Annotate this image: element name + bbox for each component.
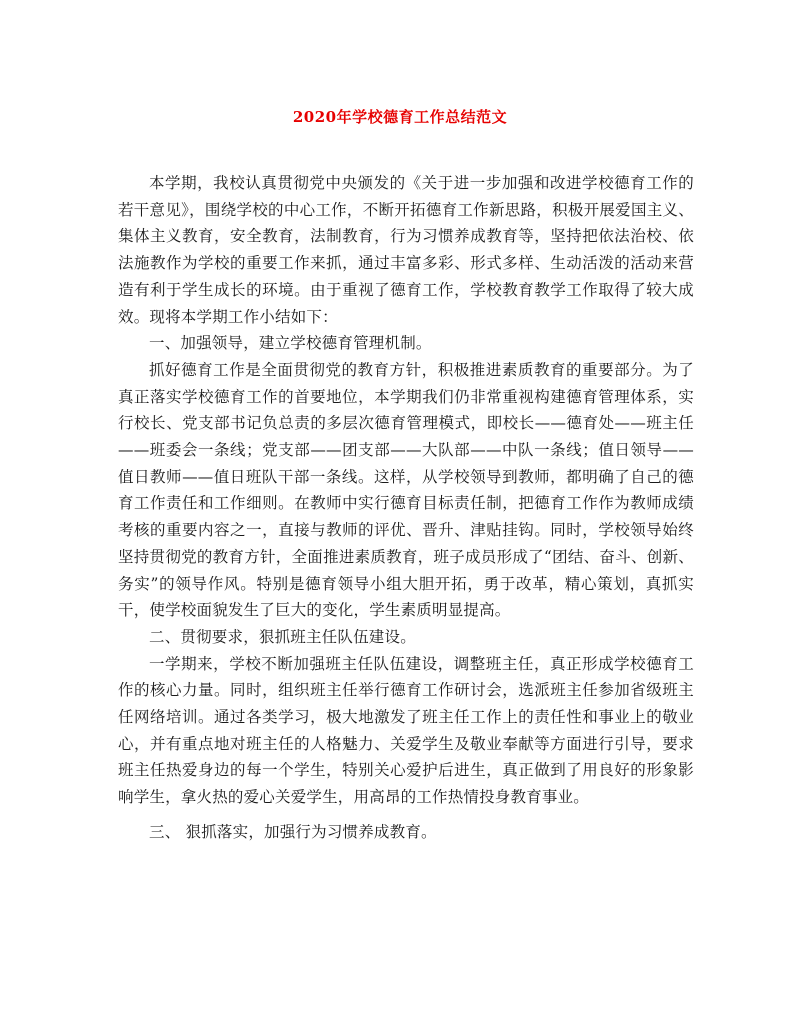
section-heading-2: 二、贯彻要求，狠抓班主任队伍建设。 <box>149 627 416 646</box>
document-body <box>118 170 694 846</box>
section-1-paragraph: 抓好德育工作是全面贯彻党的教育方针，积极推进素质教育的重要部分。为了真正落实学校德育工作的首要地位，本学期我们仍非常重视构建德育管理体系，实行校长、党支部书记负总责的多层次德育管理模式，即校长——德育处——班主任——班委会一条线；党支部——团支部——大队部——中队一条线；值日领导——值日教师——值日班队干部一条线。这样，从学校领导到教师，都明确了自己的德育工作责任和工作细则。在教师中实行德育目标责任制，把德育工作作为教师成绩考核的重要内容之一，直接与教师的评优、晋升、津贴挂钩。同时，学校领导始终坚持贯彻党的教育方针，全面推进素质教育，班子成员形成了“团结、奋斗、创新、务实”的领导作风。特别是德育领导小组大胆开拓，勇于改革，精心策划，真抓实干，使学校面貌发生了巨大的变化，学生素质明显提高。 <box>118 360 694 620</box>
document-title: 2020年学校德育工作总结范文 <box>292 108 508 126</box>
intro-paragraph: 本学期，我校认真贯彻党中央颁发的《关于进一步加强和改进学校德育工作的若干意见》，围绕学校的中心工作，不断开拓德育工作新思路，积极开展爱国主义、集体主义教育，安全教育，法制教育，行为习惯养成教育等，坚持把依法治校、依法施教作为学校的重要工作来抓，通过丰富多彩、形式多样、生动活泼的活动来营造有利于学生成长的环境。由于重视了德育工作，学校教育教学工作取得了较大成效。现将本学期工作小结如下： <box>118 174 694 326</box>
section-heading-1: 一、加强领导，建立学校德育管理机制。 <box>149 334 432 353</box>
section-heading-3: 三、 狠抓落实，加强行为习惯养成教育。 <box>149 822 437 841</box>
section-2-paragraph: 一学期来，学校不断加强班主任队伍建设，调整班主任，真正形成学校德育工作的核心力量。同时，组织班主任举行德育工作研讨会，选派班主任参加省级班主任网络培训。通过各类学习，极大地激发了班主任工作上的责任性和事业上的敬业心，并有重点地对班主任的人格魅力、关爱学生及敬业奉献等方面进行引导，要求班主任热爱身边的每一个学生，特别关心爱护后进生，真正做到了用良好的形象影响学生，拿火热的爱心关爱学生，用高昂的工作热情投身教育事业。 <box>118 654 694 807</box>
